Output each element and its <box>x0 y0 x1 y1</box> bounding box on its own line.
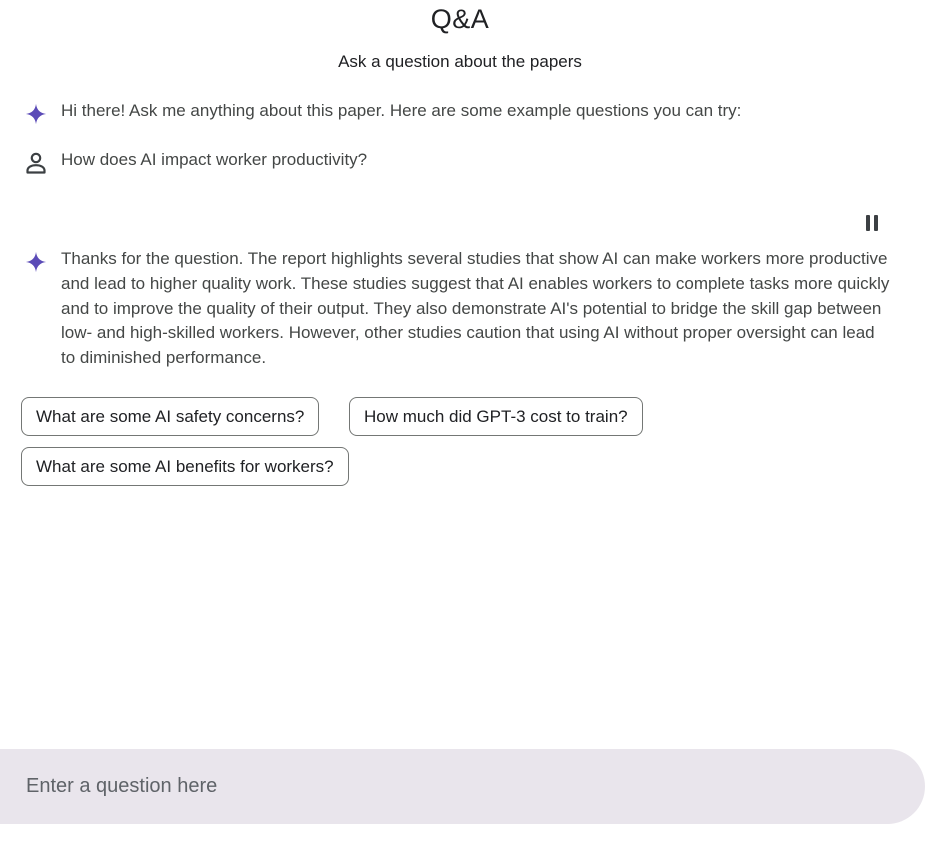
pause-button[interactable] <box>860 211 884 235</box>
user-question-text: How does AI impact worker productivity? <box>61 150 368 169</box>
sparkle-icon <box>24 102 48 126</box>
page-title: Q&A <box>430 4 490 34</box>
pause-icon <box>866 215 870 231</box>
page-subtitle: Ask a question about the papers <box>338 52 582 71</box>
answer-text: Thanks for the question. The report highlights several studies that show AI can make workers more productive and lead to higher quality work. These studies suggest that AI enables workers to complete tasks more quickly and to improve the quality of their output. They also demonstrate AI's potential to bridge the skill gap between low- and high-skilled workers. However, other studies caution that using AI without proper oversight can lead to diminished performance. <box>61 249 890 368</box>
intro-message-text: Hi there! Ask me anything about this paper. Here are some example questions you can try: <box>61 101 742 120</box>
question-input-bar <box>0 749 925 824</box>
question-input[interactable] <box>26 749 886 824</box>
sparkle-icon <box>24 250 48 274</box>
suggestion-chip-ai-safety[interactable]: What are some AI safety concerns? <box>21 397 319 436</box>
suggestion-chip-gpt3-cost[interactable]: How much did GPT-3 cost to train? <box>349 397 643 436</box>
suggestion-chip-ai-benefits[interactable]: What are some AI benefits for workers? <box>21 447 349 486</box>
person-icon <box>24 151 48 175</box>
